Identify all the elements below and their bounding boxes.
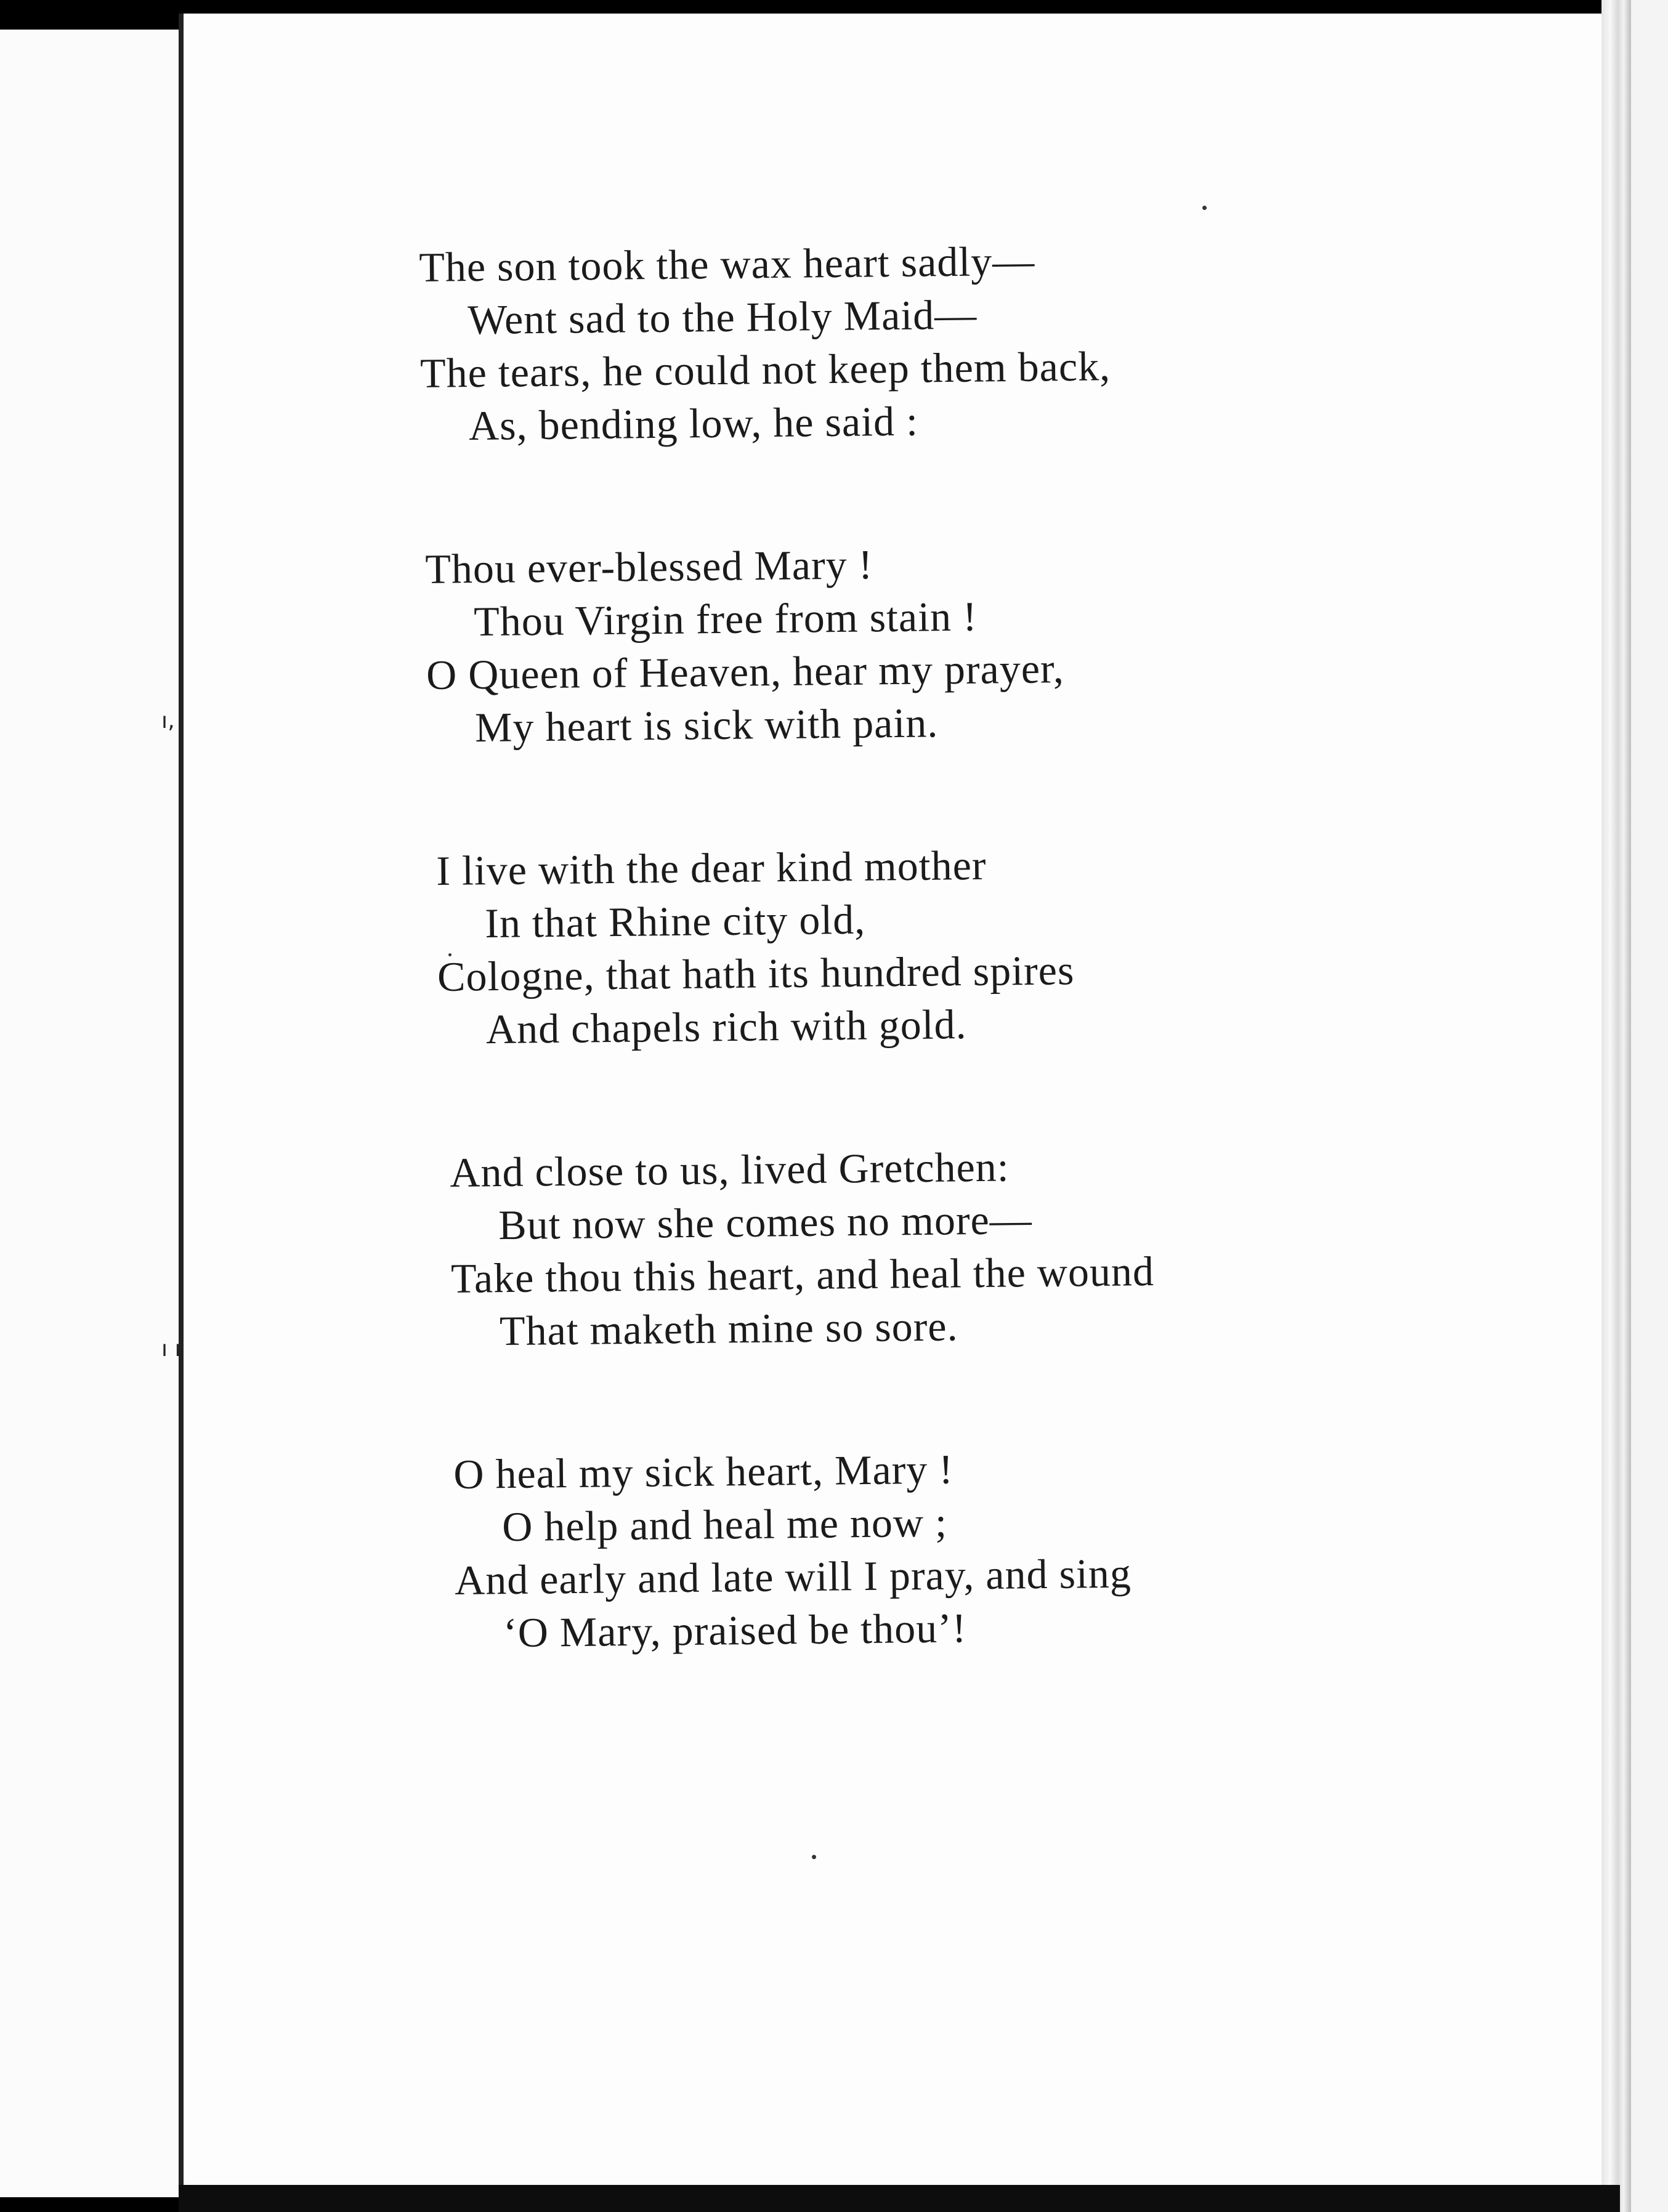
ink-speck (1202, 206, 1207, 210)
stanza-1 (419, 236, 1346, 548)
margin-mark: ı ı (161, 1336, 181, 1362)
poem-line: And chapels rich with gold. (485, 1000, 967, 1053)
page-bottom-edge (179, 2185, 1620, 2212)
poem-line: My heart is sick with pain. (474, 699, 939, 751)
poem-line: O Queen of Heaven, hear my prayer, (426, 645, 1065, 698)
poem-line: And early and late will I pray, and sing (454, 1549, 1132, 1604)
poem-line: The tears, he could not keep them back, (419, 342, 1111, 397)
poem-line: Take thou this heart, and heal the wound (450, 1248, 1155, 1302)
poem-line: Thou Virgin free from stain ! (473, 592, 978, 645)
page-edge-shadow (1601, 0, 1631, 2212)
page-edge-margin (1631, 0, 1668, 2212)
poem-line: In that Rhine city old, (484, 895, 866, 947)
poem-line: And close to us, lived Gretchen: (449, 1143, 1010, 1196)
poem-line: O heal my sick heart, Mary ! (453, 1445, 954, 1498)
poem-line: The son took the wax heart sadly— (418, 237, 1035, 291)
poem-line: Went sad to the Holy Maid— (467, 291, 978, 344)
poem-line: But now she comes no more— (498, 1196, 1033, 1249)
poem-line: I live with the dear kind mother (435, 841, 987, 894)
poem-line: That maketh mine so sore. (499, 1302, 958, 1355)
poem-line: ‘O Mary, praised be thou’! (503, 1604, 967, 1657)
stanza-4 (450, 1142, 1377, 1453)
margin-mark: ı‚ (161, 708, 175, 733)
poem-line: Thou ever-blessed Mary ! (424, 541, 873, 592)
stanza-5 (453, 1443, 1380, 1755)
poem-line: As, bending low, he said : (468, 397, 919, 450)
ink-speck (812, 1855, 816, 1859)
poem-line: O help and heal me now ; (501, 1498, 948, 1551)
stanza-2 (425, 538, 1352, 850)
left-page-sliver (0, 30, 188, 2197)
stanza-3 (436, 840, 1363, 1152)
poem (418, 237, 1343, 1755)
poem-line: Cologne, that hath its hundred spires (437, 947, 1075, 1000)
